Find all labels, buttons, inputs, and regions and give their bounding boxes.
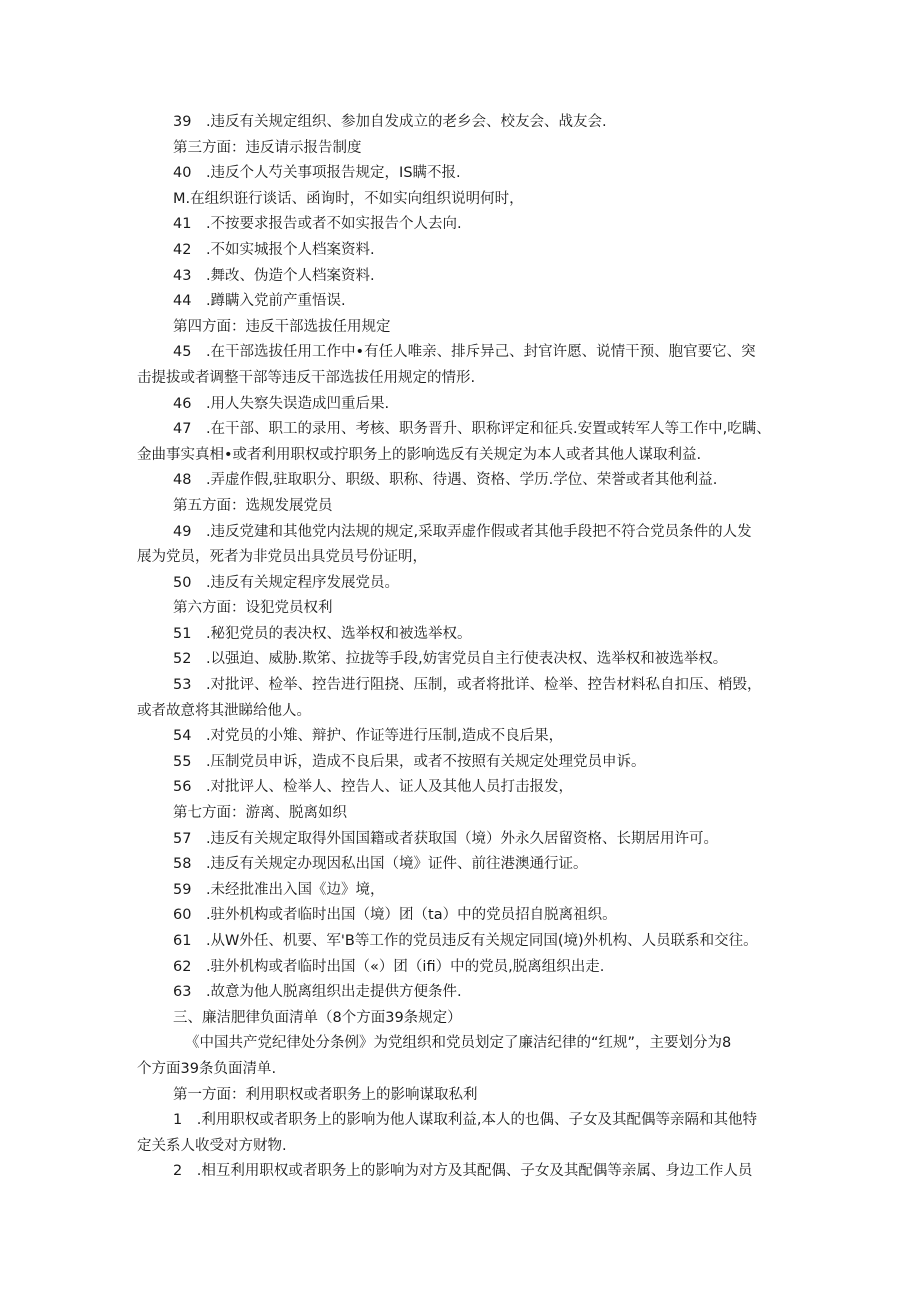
text-line: 金曲事实真相•或者利用职权或拧职务上的影响选反有关规定为本人或者其他人谋取利益. bbox=[137, 446, 702, 463]
document-body bbox=[137, 110, 787, 1185]
text-line: 45 .在干部选拔任用工作中•有任人唯亲、排斥异己、封官许愿、说情干预、胞官要它、突 bbox=[173, 344, 756, 361]
text-line: 63 .故意为他人脱离组织出走提供方便条件. bbox=[173, 984, 462, 1001]
text-line: 或者故意将其泄睇给他人。 bbox=[137, 702, 311, 719]
text-line: 48 .弄虚作假,驻取职分、职级、职称、待遇、资格、学历.学位、荣誉或者其他利益. bbox=[173, 472, 718, 489]
text-line: 44 .蹲瞒入党前产重悟误. bbox=[173, 293, 346, 310]
text-line: 53 .对批评、检举、控告进行阻挠、压制，或者将批详、检举、控告材料私自扣压、梢毁， bbox=[173, 677, 762, 694]
text-line: 47 .在干部、职工的录用、考核、职务晋升、职称评定和征兵.安置或转军人等工作中,吃瞒、 bbox=[173, 421, 771, 438]
text-line: 54 .对党员的小雉、辩护、作证等进行压制,造成不良后果， bbox=[173, 728, 564, 745]
text-line: M.在组织诳行谈话、函询时，不如实向组织说明何时， bbox=[173, 190, 524, 207]
text-line: 50 .违反有关规定程序发展党员。 bbox=[173, 574, 400, 591]
text-line: 第六方面：设犯党员权利 bbox=[173, 600, 333, 617]
text-line: 61 .从W外任、机要、军'B等工作的党员违反有关规定同国(境)外机构、人员联系和交往。 bbox=[173, 933, 758, 949]
text-line: 第三方面：违反请示报告制度 bbox=[173, 139, 362, 156]
text-line: 1 .利用职权或者职务上的影响为他人谋取利益,本人的也偶、子女及其配偶等亲隔和其他特 bbox=[173, 1112, 757, 1129]
text-line: 定关系人收受对方财物. bbox=[137, 1137, 287, 1154]
text-line: 展为党员，死者为非党员出具党员号份证明， bbox=[137, 549, 427, 566]
text-line: 42 .不如实城报个人档案资料. bbox=[173, 241, 375, 258]
text-line: 三、廉洁肥律负面清单（8个方面39条规定） bbox=[173, 1009, 462, 1026]
text-line: 49 .违反党建和其他党内法规的规定,采取弄虚作假或者其他手段把不符合党员条件的人发 bbox=[173, 523, 752, 540]
text-line: 56 .对批评人、检举人、控告人、证人及其他人员打击报发， bbox=[173, 779, 574, 796]
text-line: 击提拔或者调整干部等违反干部选拔任用规定的情形. bbox=[137, 369, 476, 386]
text-line: 第七方面：游离、脱离如织 bbox=[173, 805, 347, 822]
text-line: 52 .以强迫、威胁.欺笫、拉拢等手段,妨害党员自主行使表决权、选举权和被选举权。 bbox=[173, 651, 728, 668]
text-line: 51 .秘犯党员的表决权、选举权和被选举权。 bbox=[173, 625, 472, 642]
text-line: 《中国共产党纪律处分条例》为党组织和党员划定了廉洁纪律的“红规”，主要划分为8 bbox=[185, 1035, 732, 1052]
text-line: 58 .违反有关规定办现因私出国（境》证件、前往港澳通行证。 bbox=[173, 856, 588, 873]
text-line: 第四方面：违反干部选拔任用规定 bbox=[173, 318, 391, 335]
text-line: 55 .压制党员申诉，造成不良后果，或者不按照有关规定处理党员申诉。 bbox=[173, 753, 646, 770]
text-line: 57 .违反有关规定取得外国国籍或者获取国（境）外永久居留资格、长期居用许可。 bbox=[173, 830, 719, 847]
text-line: 第一方面：利用职权或者职务上的影响谋取私利 bbox=[173, 1086, 478, 1103]
text-line: 第五方面：选规发展党员 bbox=[173, 497, 333, 514]
text-line: 2 .相互利用职权或者职务上的影响为对方及其配偶、子女及其配偶等亲属、身边工作人员 bbox=[173, 1163, 753, 1180]
text-line: 个方面39条负面清单. bbox=[137, 1060, 277, 1077]
text-line: 46 .用人失察失误造成凹重后果. bbox=[173, 395, 390, 412]
text-line: 43 .舞改、伪造个人档案资料. bbox=[173, 267, 375, 284]
text-line: 60 .驻外机构或者临时出国（境）团（ta）中的党员招自脱离祖织。 bbox=[173, 907, 617, 924]
text-line: 40 .违反个人芍关事项报告规定，IS瞒不报. bbox=[173, 165, 461, 182]
text-line: 39 .违反有关规定组织、参加自发成立的老乡会、校友会、战友会. bbox=[173, 114, 607, 130]
text-line: 62 .驻外机构或者临时出国（«）团（ifi）中的党员,脱离组织出走. bbox=[173, 958, 605, 975]
text-line: 41 .不按要求报告或者不如实报告个人去向. bbox=[173, 216, 462, 233]
text-line: 59 .未经批准出入国《边》境， bbox=[173, 881, 385, 898]
